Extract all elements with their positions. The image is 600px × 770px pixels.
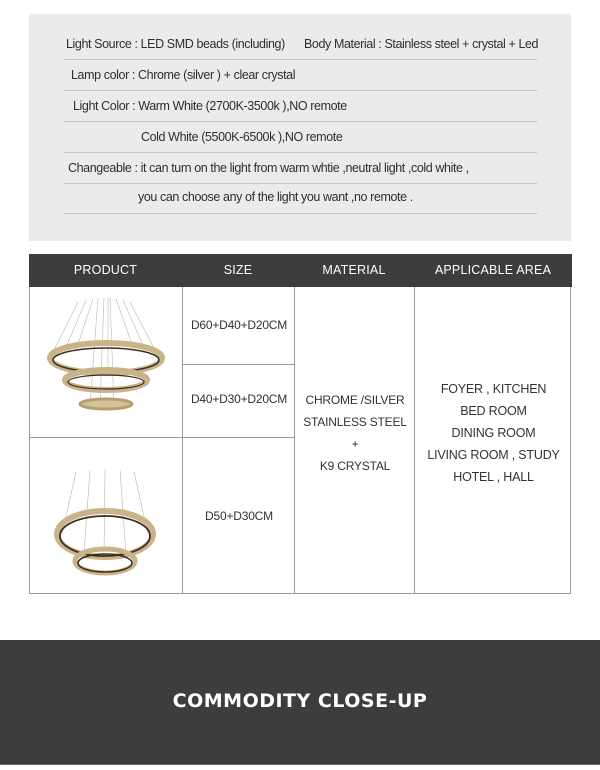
size-cell: D40+D30+D20CM <box>190 392 288 406</box>
row-divider <box>183 437 295 438</box>
header-product: PRODUCT <box>73 263 138 277</box>
size-cell: D60+D40+D20CM <box>190 318 288 332</box>
spec-row-light-source <box>64 29 537 60</box>
area-line: LIVING ROOM , STUDY <box>427 448 560 462</box>
changeable-cont-text: you can choose any of the light you want ,no remote . <box>138 190 413 204</box>
spec-row-changeable-cont <box>64 184 537 214</box>
header-size: SIZE <box>223 263 253 277</box>
row-divider <box>183 364 295 365</box>
size-cell: D50+D30CM <box>205 509 273 523</box>
material-cell <box>295 389 415 477</box>
commodity-closeup-banner <box>0 640 600 765</box>
row-divider <box>30 437 183 438</box>
body-material-text: Body Material : Stainless steel + crystal + Led <box>304 37 539 51</box>
material-line: + <box>351 437 359 451</box>
material-line: STAINLESS STEEL <box>303 415 407 429</box>
column-divider <box>182 287 183 593</box>
spec-row-cold-white <box>64 122 537 153</box>
banner-title: COMMODITY CLOSE-UP <box>172 690 428 712</box>
lamp-color-text: Lamp color : Chrome (silver ) + clear crystal <box>71 68 296 82</box>
area-line: DINING ROOM <box>451 426 536 440</box>
area-line: BED ROOM <box>460 404 527 418</box>
spec-row-light-color <box>64 91 537 122</box>
spec-row-lamp-color <box>64 60 537 91</box>
light-color-cold-text: Cold White (5500K-6500k ),NO remote <box>141 130 343 144</box>
product-spec-table <box>29 254 571 594</box>
header-material: MATERIAL <box>322 263 386 277</box>
light-source-text: Light Source : LED SMD beads (including) <box>66 37 285 51</box>
area-line: FOYER , KITCHEN <box>440 382 547 396</box>
table-header <box>29 254 572 287</box>
changeable-text: Changeable : it can turn on the light from warm whtie ,neutral light ,cold white , <box>68 161 469 175</box>
material-line: K9 CRYSTAL <box>319 459 391 473</box>
two-ring-chandelier-image <box>38 444 174 584</box>
three-ring-chandelier-image <box>38 294 174 429</box>
applicable-area-cell <box>415 378 572 488</box>
header-applicable-area: APPLICABLE AREA <box>434 263 552 277</box>
light-color-warm-text: Light Color : Warm White (2700K-3500k ),NO remote <box>73 99 347 113</box>
material-line: CHROME /SILVER <box>305 393 405 407</box>
spec-panel <box>29 14 571 241</box>
area-line: HOTEL , HALL <box>453 470 534 484</box>
spec-row-changeable <box>64 153 537 184</box>
